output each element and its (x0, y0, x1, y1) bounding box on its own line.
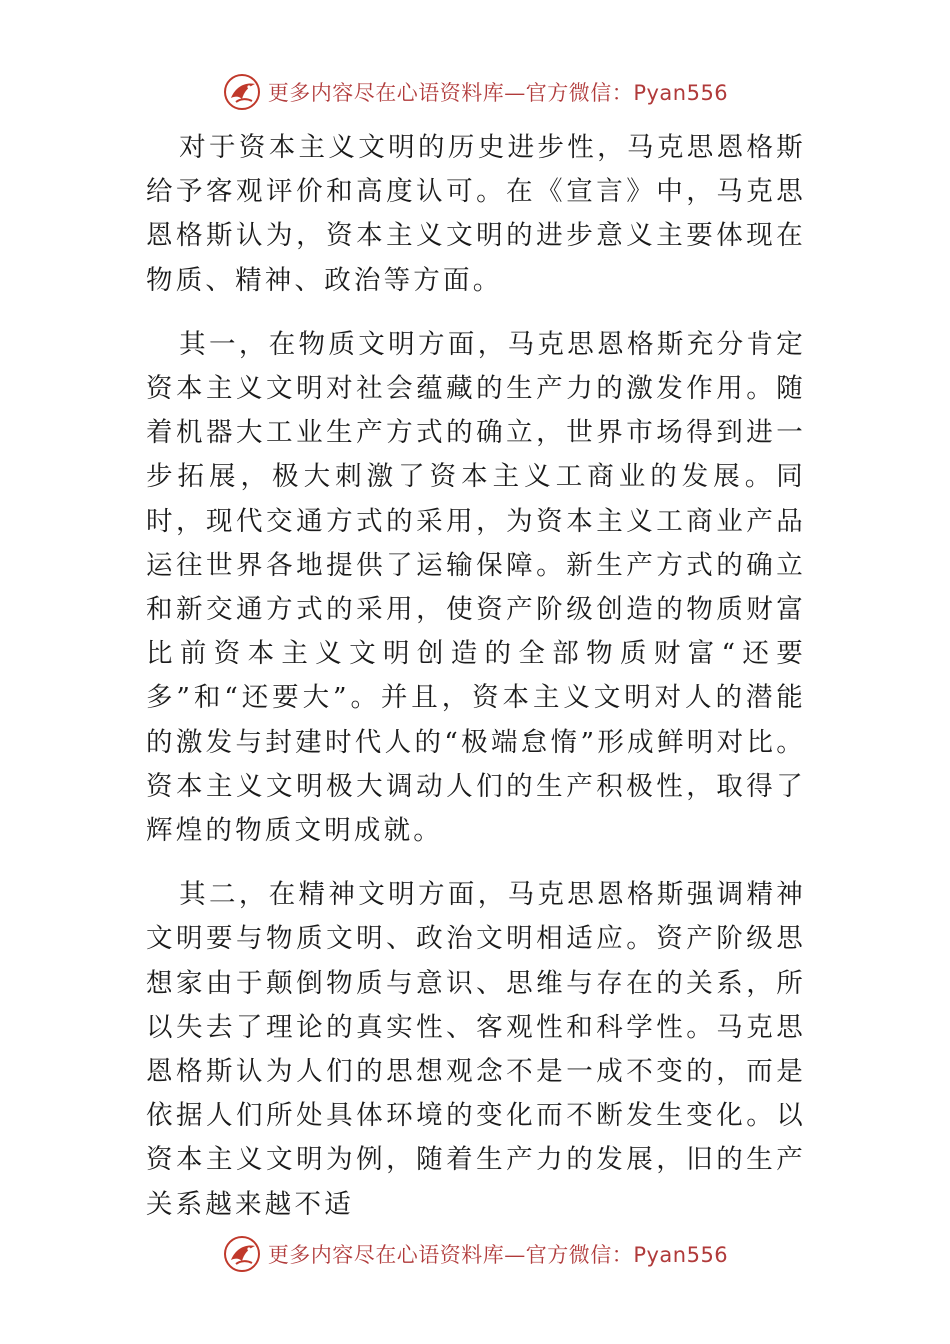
paragraph-spiritual-civilization: 其二，在精神文明方面，马克思恩格斯强调精神文明要与物质文明、政治文明相适应。资产阶级思想家由于颠倒物质与意识、思维与存在的关系，所以失去了理论的真实性、客观性和科学性。马克思恩格斯认为人们的思想观念不是一成不变的，而是依据人们所处具体环境的变化而不断发生变化。以资本主义文明为例，随着生产力的发展，旧的生产关系越来越不适 (146, 879, 806, 1220)
paragraph-material-civilization: 其一，在物质文明方面，马克思恩格斯充分肯定资本主义文明对社会蕴藏的生产力的激发作用。随着机器大工业生产方式的确立，世界市场得到进一步拓展，极大刺激了资本主义工商业的发展。同时，现代交通方式的采用，为资本主义工商业产品运往世界各地提供了运输保障。新生产方式的确立和新交通方式的采用，使资产阶级创造的物质财富比前资本主义文明创造的全部物质财富“还要多”和“还要大”。并且，资本主义文明对人的潜能的激发与封建时代人的“极端怠惰”形成鲜明对比。资本主义文明极大调动人们的生产积极性，取得了辉煌的物质文明成就。 (146, 328, 806, 847)
banner-text: 更多内容尽在心语资料库—官方微信：Pyan556 (267, 1243, 729, 1267)
banner-wechat-handle: Pyan556 (633, 81, 729, 105)
banner-text: 更多内容尽在心语资料库—官方微信：Pyan556 (267, 81, 729, 105)
header-banner (0, 70, 950, 114)
red-bird-logo-icon (222, 72, 262, 112)
paragraph-intro: 对于资本主义文明的历史进步性，马克思恩格斯给予客观评价和高度认可。在《宣言》中，马克思恩格斯认为，资本主义文明的进步意义主要体现在物质、精神、政治等方面。 (146, 132, 806, 296)
footer-banner (0, 1232, 950, 1276)
red-bird-logo-icon (222, 1234, 262, 1274)
banner-wechat-handle: Pyan556 (633, 1243, 729, 1267)
document-body (146, 126, 806, 1247)
